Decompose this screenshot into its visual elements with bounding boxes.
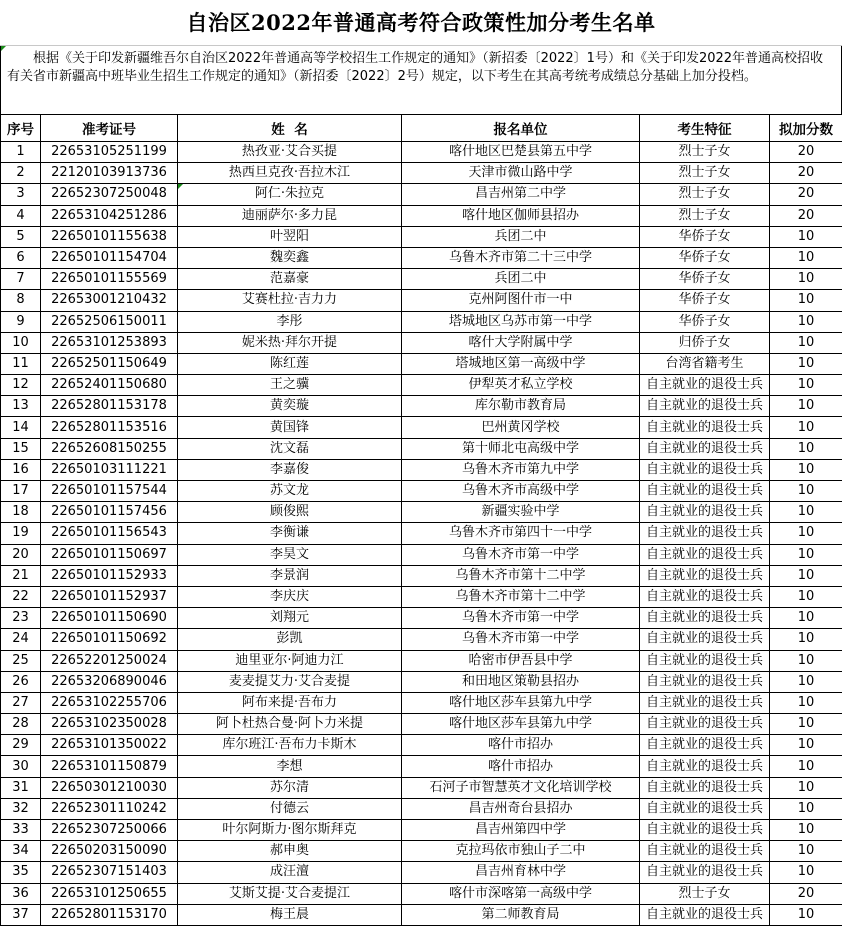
cell-category[interactable]: 自主就业的退役士兵 — [640, 565, 770, 586]
cell-bonus[interactable]: 20 — [770, 142, 842, 163]
cell-school[interactable]: 克拉玛依市独山子二中 — [402, 841, 640, 862]
cell-exam-id[interactable]: 22653104251286 — [41, 205, 178, 226]
cell-exam-id[interactable]: 22653102350028 — [41, 714, 178, 735]
cell-category[interactable]: 自主就业的退役士兵 — [640, 714, 770, 735]
cell-school[interactable]: 昌吉州育林中学 — [402, 862, 640, 883]
cell-school[interactable]: 第二师教育局 — [402, 904, 640, 925]
cell-category[interactable]: 自主就业的退役士兵 — [640, 629, 770, 650]
cell-bonus[interactable]: 10 — [770, 481, 842, 502]
cell-school[interactable]: 喀什地区伽师县招办 — [402, 205, 640, 226]
cell-exam-id[interactable]: 22650101150690 — [41, 608, 178, 629]
cell-index[interactable]: 26 — [1, 671, 41, 692]
cell-school[interactable]: 巴州黄冈学校 — [402, 417, 640, 438]
cell-index[interactable]: 11 — [1, 353, 41, 374]
cell-exam-id[interactable]: 22650203150090 — [41, 841, 178, 862]
table-row[interactable] — [1, 841, 842, 862]
cell-exam-id[interactable]: 22650101152933 — [41, 565, 178, 586]
cell-category[interactable]: 自主就业的退役士兵 — [640, 523, 770, 544]
table-row[interactable] — [1, 226, 842, 247]
cell-index[interactable]: 35 — [1, 862, 41, 883]
cell-exam-id[interactable]: 22650101155569 — [41, 269, 178, 290]
cell-school[interactable]: 乌鲁木齐市第十二中学 — [402, 565, 640, 586]
table-row[interactable] — [1, 777, 842, 798]
cell-exam-id[interactable]: 22652801153516 — [41, 417, 178, 438]
cell-category[interactable]: 自主就业的退役士兵 — [640, 841, 770, 862]
cell-exam-id[interactable]: 22652307250066 — [41, 820, 178, 841]
cell-school[interactable]: 乌鲁木齐市高级中学 — [402, 481, 640, 502]
cell-text: 阿仁·朱拉克 — [255, 186, 324, 201]
cell-school[interactable]: 昌吉州奇台县招办 — [402, 798, 640, 819]
table-row[interactable] — [1, 735, 842, 756]
cell-bonus[interactable]: 20 — [770, 184, 842, 205]
cell-exam-id[interactable]: 22650301210030 — [41, 777, 178, 798]
cell-index[interactable]: 19 — [1, 523, 41, 544]
cell-school[interactable]: 昌吉州第四中学 — [402, 820, 640, 841]
cell-exam-id[interactable]: 22653101350022 — [41, 735, 178, 756]
table-row[interactable] — [1, 565, 842, 586]
cell-category[interactable]: 归侨子女 — [640, 332, 770, 353]
cell-bonus[interactable]: 10 — [770, 629, 842, 650]
cell-name[interactable]: 麦麦提艾力·艾合麦提 — [178, 671, 402, 692]
cell-category[interactable]: 自主就业的退役士兵 — [640, 756, 770, 777]
cell-name[interactable]: 陈红莲 — [178, 353, 402, 374]
cell-school[interactable]: 喀什市招办 — [402, 735, 640, 756]
cell-index[interactable]: 5 — [1, 226, 41, 247]
cell-exam-id[interactable]: 22653101250655 — [41, 883, 178, 904]
cell-index[interactable]: 23 — [1, 608, 41, 629]
cell-index[interactable]: 4 — [1, 205, 41, 226]
cell-category[interactable]: 烈士子女 — [640, 205, 770, 226]
cell-name[interactable]: 黄奕璇 — [178, 396, 402, 417]
cell-school[interactable]: 哈密市伊吾县中学 — [402, 650, 640, 671]
cell-bonus[interactable]: 10 — [770, 777, 842, 798]
cell-index[interactable]: 32 — [1, 798, 41, 819]
table-row[interactable] — [1, 184, 842, 205]
cell-exam-id[interactable]: 22652801153178 — [41, 396, 178, 417]
cell-name[interactable]: 李庆庆 — [178, 586, 402, 607]
cell-school[interactable]: 喀什地区莎车县第九中学 — [402, 714, 640, 735]
cell-category[interactable]: 自主就业的退役士兵 — [640, 438, 770, 459]
cell-bonus[interactable]: 10 — [770, 714, 842, 735]
header-index[interactable]: 序号 — [1, 115, 41, 142]
cell-name[interactable]: 迪里亚尔·阿迪力江 — [178, 650, 402, 671]
cell-school[interactable]: 天津市微山路中学 — [402, 163, 640, 184]
cell-bonus[interactable]: 10 — [770, 375, 842, 396]
table-row[interactable] — [1, 820, 842, 841]
document-title: 自治区2022年普通高考符合政策性加分考生名单 — [0, 0, 842, 46]
cell-school[interactable]: 石河子市智慧英才文化培训学校 — [402, 777, 640, 798]
cell-index[interactable]: 9 — [1, 311, 41, 332]
cell-exam-id[interactable]: 22650101150692 — [41, 629, 178, 650]
cell-bonus[interactable]: 10 — [770, 692, 842, 713]
table-row[interactable] — [1, 798, 842, 819]
cell-category[interactable]: 自主就业的退役士兵 — [640, 375, 770, 396]
cell-index[interactable]: 1 — [1, 142, 41, 163]
header-bonus[interactable]: 拟加分数 — [770, 115, 842, 142]
cell-index[interactable]: 30 — [1, 756, 41, 777]
cell-index[interactable]: 36 — [1, 883, 41, 904]
table-row[interactable] — [1, 396, 842, 417]
cell-category[interactable]: 华侨子女 — [640, 311, 770, 332]
cell-name[interactable]: 顾俊熙 — [178, 502, 402, 523]
table-row[interactable] — [1, 883, 842, 904]
cell-name[interactable]: 艾赛杜拉·吉力力 — [178, 290, 402, 311]
cell-school[interactable]: 喀什大学附属中学 — [402, 332, 640, 353]
cell-name[interactable]: 热孜亚·艾合买提 — [178, 142, 402, 163]
cell-exam-id[interactable]: 22653001210432 — [41, 290, 178, 311]
cell-exam-id[interactable]: 22650101152937 — [41, 586, 178, 607]
cell-name[interactable]: 阿布来提·吾布力 — [178, 692, 402, 713]
cell-name[interactable]: 彭凯 — [178, 629, 402, 650]
table-row[interactable] — [1, 502, 842, 523]
cell-exam-id[interactable]: 22650101150697 — [41, 544, 178, 565]
table-row[interactable] — [1, 459, 842, 480]
cell-bonus[interactable]: 20 — [770, 205, 842, 226]
cell-school[interactable]: 新疆实验中学 — [402, 502, 640, 523]
cell-bonus[interactable]: 10 — [770, 650, 842, 671]
cell-category[interactable]: 自主就业的退役士兵 — [640, 459, 770, 480]
cell-bonus[interactable]: 10 — [770, 269, 842, 290]
cell-bonus[interactable]: 10 — [770, 438, 842, 459]
cell-school[interactable]: 喀什地区巴楚县第五中学 — [402, 142, 640, 163]
comment-marker-icon[interactable] — [178, 184, 183, 189]
cell-bonus[interactable]: 20 — [770, 163, 842, 184]
table-row[interactable] — [1, 629, 842, 650]
cell-category[interactable]: 自主就业的退役士兵 — [640, 692, 770, 713]
cell-category[interactable]: 华侨子女 — [640, 269, 770, 290]
table-row[interactable] — [1, 586, 842, 607]
table-row[interactable] — [1, 608, 842, 629]
cell-category[interactable]: 自主就业的退役士兵 — [640, 544, 770, 565]
table-row[interactable] — [1, 247, 842, 268]
cell-name[interactable]: 付德云 — [178, 798, 402, 819]
cell-category[interactable]: 自主就业的退役士兵 — [640, 650, 770, 671]
notice-paragraph — [0, 46, 842, 114]
cell-school[interactable]: 乌鲁木齐市第一中学 — [402, 629, 640, 650]
comment-marker-icon[interactable] — [1, 46, 6, 51]
cell-bonus[interactable]: 10 — [770, 523, 842, 544]
cell-index[interactable]: 2 — [1, 163, 41, 184]
cell-bonus[interactable]: 10 — [770, 311, 842, 332]
cell-school[interactable]: 昌吉州第二中学 — [402, 184, 640, 205]
table-row[interactable] — [1, 332, 842, 353]
cell-index[interactable]: 20 — [1, 544, 41, 565]
cell-name[interactable]: 李想 — [178, 756, 402, 777]
cell-category[interactable]: 自主就业的退役士兵 — [640, 904, 770, 925]
cell-exam-id[interactable]: 22650101155638 — [41, 226, 178, 247]
cell-category[interactable]: 自主就业的退役士兵 — [640, 481, 770, 502]
cell-bonus[interactable]: 10 — [770, 396, 842, 417]
cell-category[interactable]: 自主就业的退役士兵 — [640, 396, 770, 417]
candidate-table — [0, 114, 842, 926]
header-school[interactable]: 报名单位 — [402, 115, 640, 142]
cell-bonus[interactable]: 10 — [770, 544, 842, 565]
cell-category[interactable]: 自主就业的退役士兵 — [640, 586, 770, 607]
cell-exam-id[interactable]: 22652401150680 — [41, 375, 178, 396]
notice-text: 根据《关于印发新疆维吾尔自治区2022年普通高等学校招生工作规定的通知》（新招委〔2022〕1号）和《关于印发2022年普通高校招收有关省市新疆高中班毕业生招生工作规定的通知》（新招委〔2022〕2号）规定，以下考生在其高考统考成绩总分基础上加分投档。 — [7, 51, 823, 84]
cell-exam-id[interactable]: 22652307250048 — [41, 184, 178, 205]
cell-index[interactable]: 27 — [1, 692, 41, 713]
cell-index[interactable]: 24 — [1, 629, 41, 650]
cell-name[interactable]: 梅王晨 — [178, 904, 402, 925]
header-name[interactable]: 姓 名 — [178, 115, 402, 142]
cell-school[interactable]: 兵团二中 — [402, 269, 640, 290]
table-row[interactable] — [1, 375, 842, 396]
cell-exam-id[interactable]: 22650101156543 — [41, 523, 178, 544]
cell-name[interactable]: 李彤 — [178, 311, 402, 332]
cell-bonus[interactable]: 10 — [770, 459, 842, 480]
table-row[interactable] — [1, 756, 842, 777]
cell-school[interactable]: 乌鲁木齐市第十二中学 — [402, 586, 640, 607]
cell-exam-id[interactable]: 22653101150879 — [41, 756, 178, 777]
cell-bonus[interactable]: 10 — [770, 820, 842, 841]
cell-bonus[interactable]: 10 — [770, 417, 842, 438]
cell-school[interactable]: 喀什市深喀第一高级中学 — [402, 883, 640, 904]
cell-name[interactable]: 范嘉豪 — [178, 269, 402, 290]
cell-bonus[interactable]: 10 — [770, 502, 842, 523]
cell-name[interactable]: 成汪澶 — [178, 862, 402, 883]
cell-index[interactable]: 12 — [1, 375, 41, 396]
cell-bonus[interactable]: 10 — [770, 247, 842, 268]
cell-category[interactable]: 自主就业的退役士兵 — [640, 735, 770, 756]
cell-exam-id[interactable]: 22652501150649 — [41, 353, 178, 374]
cell-exam-id[interactable]: 22650101157456 — [41, 502, 178, 523]
cell-bonus[interactable]: 10 — [770, 841, 842, 862]
cell-category[interactable]: 烈士子女 — [640, 142, 770, 163]
cell-name[interactable]: 刘翔元 — [178, 608, 402, 629]
cell-exam-id[interactable]: 22650101154704 — [41, 247, 178, 268]
cell-index[interactable]: 21 — [1, 565, 41, 586]
table-row[interactable] — [1, 650, 842, 671]
cell-bonus[interactable]: 10 — [770, 735, 842, 756]
cell-index[interactable]: 17 — [1, 481, 41, 502]
cell-name[interactable]: 迪丽萨尔·多力昆 — [178, 205, 402, 226]
cell-category[interactable]: 台湾省籍考生 — [640, 353, 770, 374]
cell-name[interactable]: 苏文龙 — [178, 481, 402, 502]
cell-category[interactable]: 自主就业的退役士兵 — [640, 820, 770, 841]
cell-exam-id[interactable]: 22652301110242 — [41, 798, 178, 819]
table-row[interactable] — [1, 205, 842, 226]
cell-school[interactable]: 克州阿图什市一中 — [402, 290, 640, 311]
cell-name[interactable]: 叶尔阿斯力·图尔斯拜克 — [178, 820, 402, 841]
cell-name[interactable] — [178, 184, 402, 205]
table-row[interactable] — [1, 290, 842, 311]
cell-bonus[interactable]: 10 — [770, 226, 842, 247]
cell-index[interactable]: 6 — [1, 247, 41, 268]
cell-category[interactable]: 烈士子女 — [640, 184, 770, 205]
cell-school[interactable]: 乌鲁木齐市第一中学 — [402, 544, 640, 565]
cell-bonus[interactable]: 10 — [770, 353, 842, 374]
cell-category[interactable]: 烈士子女 — [640, 883, 770, 904]
cell-exam-id[interactable]: 22652608150255 — [41, 438, 178, 459]
cell-school[interactable]: 伊犁英才私立学校 — [402, 375, 640, 396]
cell-bonus[interactable]: 10 — [770, 565, 842, 586]
cell-category[interactable]: 自主就业的退役士兵 — [640, 608, 770, 629]
cell-exam-id[interactable]: 22650103111221 — [41, 459, 178, 480]
cell-name[interactable]: 李嘉俊 — [178, 459, 402, 480]
cell-index[interactable]: 7 — [1, 269, 41, 290]
table-row[interactable] — [1, 269, 842, 290]
cell-name[interactable]: 李昊文 — [178, 544, 402, 565]
table-row[interactable] — [1, 714, 842, 735]
cell-index[interactable]: 3 — [1, 184, 41, 205]
cell-exam-id[interactable]: 22653206890046 — [41, 671, 178, 692]
cell-exam-id[interactable]: 22652801153170 — [41, 904, 178, 925]
cell-name[interactable]: 艾斯艾提·艾合麦提江 — [178, 883, 402, 904]
table-row[interactable] — [1, 862, 842, 883]
table-row[interactable] — [1, 904, 842, 925]
cell-school[interactable]: 乌鲁木齐市第一中学 — [402, 608, 640, 629]
cell-index[interactable]: 33 — [1, 820, 41, 841]
cell-category[interactable]: 华侨子女 — [640, 290, 770, 311]
cell-school[interactable]: 第十师北屯高级中学 — [402, 438, 640, 459]
cell-index[interactable]: 37 — [1, 904, 41, 925]
cell-name[interactable]: 库尔班江·吾布力卡斯木 — [178, 735, 402, 756]
cell-name[interactable]: 郝申奥 — [178, 841, 402, 862]
cell-name[interactable]: 妮米热·拜尔开提 — [178, 332, 402, 353]
cell-bonus[interactable]: 10 — [770, 332, 842, 353]
cell-exam-id[interactable]: 22652307151403 — [41, 862, 178, 883]
table-row[interactable] — [1, 353, 842, 374]
cell-school[interactable]: 和田地区策勒县招办 — [402, 671, 640, 692]
table-row[interactable] — [1, 481, 842, 502]
cell-name[interactable]: 叶翌阳 — [178, 226, 402, 247]
cell-school[interactable]: 乌鲁木齐市第九中学 — [402, 459, 640, 480]
cell-name[interactable]: 魏奕鑫 — [178, 247, 402, 268]
cell-bonus[interactable]: 10 — [770, 290, 842, 311]
cell-category[interactable]: 自主就业的退役士兵 — [640, 671, 770, 692]
cell-index[interactable]: 18 — [1, 502, 41, 523]
cell-bonus[interactable]: 10 — [770, 904, 842, 925]
cell-index[interactable]: 10 — [1, 332, 41, 353]
cell-name[interactable]: 黄国锋 — [178, 417, 402, 438]
cell-name[interactable]: 王之骥 — [178, 375, 402, 396]
table-row[interactable] — [1, 163, 842, 184]
cell-name[interactable]: 热西旦克孜·吾拉木江 — [178, 163, 402, 184]
cell-index[interactable]: 14 — [1, 417, 41, 438]
cell-school[interactable]: 兵团二中 — [402, 226, 640, 247]
cell-exam-id[interactable]: 22653102255706 — [41, 692, 178, 713]
cell-name[interactable]: 沈文磊 — [178, 438, 402, 459]
cell-school[interactable]: 库尔勒市教育局 — [402, 396, 640, 417]
cell-index[interactable]: 22 — [1, 586, 41, 607]
cell-bonus[interactable]: 10 — [770, 608, 842, 629]
cell-index[interactable]: 8 — [1, 290, 41, 311]
cell-category[interactable]: 烈士子女 — [640, 163, 770, 184]
cell-name[interactable]: 苏尔清 — [178, 777, 402, 798]
cell-school[interactable]: 塔城地区乌苏市第一中学 — [402, 311, 640, 332]
cell-index[interactable]: 25 — [1, 650, 41, 671]
cell-bonus[interactable]: 10 — [770, 586, 842, 607]
cell-exam-id[interactable]: 22652201250024 — [41, 650, 178, 671]
cell-category[interactable]: 自主就业的退役士兵 — [640, 417, 770, 438]
header-category[interactable]: 考生特征 — [640, 115, 770, 142]
cell-index[interactable]: 13 — [1, 396, 41, 417]
cell-index[interactable]: 28 — [1, 714, 41, 735]
cell-name[interactable]: 阿卜杜热合曼·阿卜力米提 — [178, 714, 402, 735]
cell-category[interactable]: 自主就业的退役士兵 — [640, 777, 770, 798]
cell-school[interactable]: 塔城地区第一高级中学 — [402, 353, 640, 374]
cell-exam-id[interactable]: 22652506150011 — [41, 311, 178, 332]
table-row[interactable] — [1, 311, 842, 332]
cell-exam-id[interactable]: 22120103913736 — [41, 163, 178, 184]
table-row[interactable] — [1, 692, 842, 713]
cell-category[interactable]: 自主就业的退役士兵 — [640, 502, 770, 523]
cell-school[interactable]: 喀什地区莎车县第九中学 — [402, 692, 640, 713]
table-row[interactable] — [1, 417, 842, 438]
cell-index[interactable]: 15 — [1, 438, 41, 459]
cell-bonus[interactable]: 10 — [770, 798, 842, 819]
cell-index[interactable]: 31 — [1, 777, 41, 798]
cell-name[interactable]: 李衡谦 — [178, 523, 402, 544]
cell-bonus[interactable]: 10 — [770, 756, 842, 777]
cell-index[interactable]: 29 — [1, 735, 41, 756]
cell-index[interactable]: 16 — [1, 459, 41, 480]
table-row[interactable] — [1, 438, 842, 459]
cell-category[interactable]: 自主就业的退役士兵 — [640, 798, 770, 819]
cell-school[interactable]: 喀什市招办 — [402, 756, 640, 777]
cell-category[interactable]: 华侨子女 — [640, 247, 770, 268]
table-row[interactable] — [1, 523, 842, 544]
header-exam-id[interactable]: 准考证号 — [41, 115, 178, 142]
cell-exam-id[interactable]: 22653101253893 — [41, 332, 178, 353]
table-row[interactable] — [1, 544, 842, 565]
cell-exam-id[interactable]: 22653105251199 — [41, 142, 178, 163]
cell-bonus[interactable]: 10 — [770, 671, 842, 692]
cell-exam-id[interactable]: 22650101157544 — [41, 481, 178, 502]
cell-index[interactable]: 34 — [1, 841, 41, 862]
cell-school[interactable]: 乌鲁木齐市第二十三中学 — [402, 247, 640, 268]
cell-bonus[interactable]: 20 — [770, 883, 842, 904]
table-row[interactable] — [1, 142, 842, 163]
table-header-row — [1, 115, 842, 142]
cell-name[interactable]: 李景润 — [178, 565, 402, 586]
cell-category[interactable]: 华侨子女 — [640, 226, 770, 247]
cell-category[interactable]: 自主就业的退役士兵 — [640, 862, 770, 883]
cell-school[interactable]: 乌鲁木齐市第四十一中学 — [402, 523, 640, 544]
cell-bonus[interactable]: 10 — [770, 862, 842, 883]
table-row[interactable] — [1, 671, 842, 692]
